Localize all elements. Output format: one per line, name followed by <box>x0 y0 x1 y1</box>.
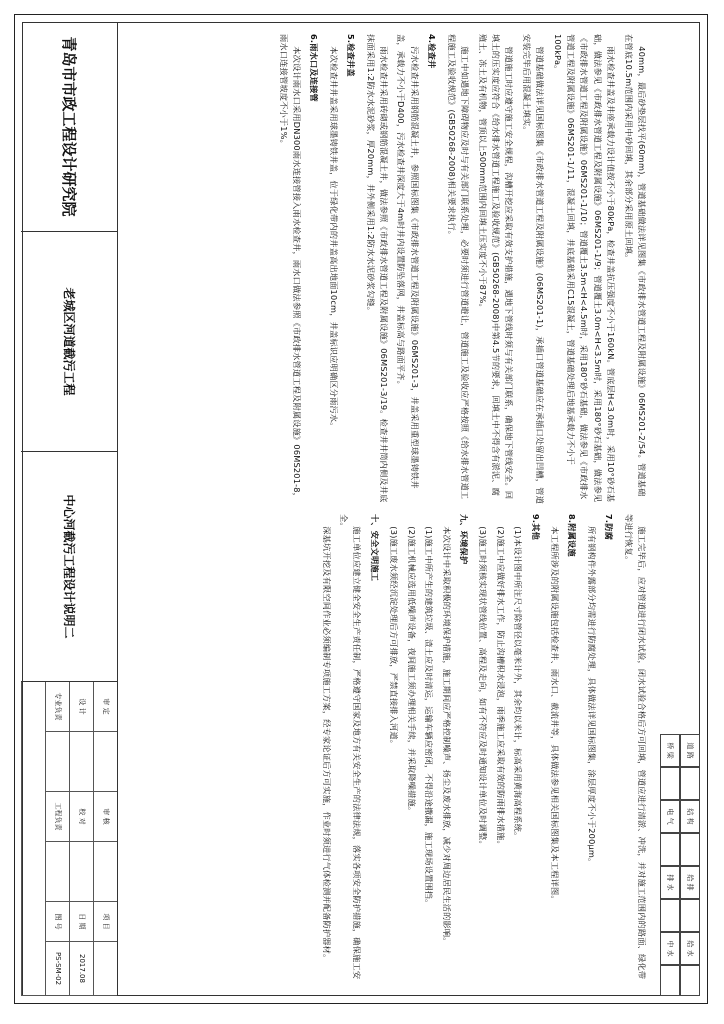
approval-label: 审 核 <box>93 792 117 842</box>
sig-cell: 电 气 <box>660 800 680 833</box>
sig-blank <box>680 833 700 866</box>
note-paragraph: (3)施工时须核实现状管线位置、高程及走向，如有不符应及时通知设计单位及时调整。 <box>478 526 489 849</box>
approval-blank <box>45 732 69 792</box>
section-heading: 8.附属设施 <box>567 514 578 557</box>
drawing-title: 中心河截污工程设计说明二 <box>21 452 117 682</box>
note-paragraph: (1)施工中所产生的建筑垃圾、渣土应及时清运，运输车辆应密闭，不得沿途撒漏，施工现场设置围挡。 <box>424 526 435 908</box>
sig-blank <box>680 899 700 932</box>
section-heading: 9.其他 <box>530 514 541 540</box>
sig-cell: 排 水 <box>660 866 680 899</box>
section-heading: 九、环境保护 <box>458 514 469 565</box>
drawing-sheet <box>14 14 708 1004</box>
approval-label: 设 计 <box>69 682 93 732</box>
approval-label: 图 号 <box>45 902 69 942</box>
sig-cell: 中 水 <box>660 932 680 965</box>
approval-blank <box>93 842 117 902</box>
approval-blank <box>69 842 93 902</box>
notes-column-right <box>315 514 648 984</box>
approval-label: 日 期 <box>69 902 93 942</box>
note-paragraph: 所有钢构件外露部分均需进行防腐处理，具体做法详见国标图集，涂层厚度不小于200μm。 <box>586 526 597 867</box>
note-paragraph: 本次检查井井盖采用球墨铸铁井盖，位于绿化带内的井盖高出地面10cm，井盖标识应明确区分雨污水。 <box>328 46 339 431</box>
approval-label: 工程负责 <box>45 792 69 842</box>
note-paragraph: 施工中如遇地下障碍物应及时与有关部门联系处理，必要时须进行管道避让，管道施工及验收应严格按照《给水排水管道工程施工及验收规范》(GB50268-2008)相关要求执行。 <box>446 34 471 500</box>
approval-label: 校 对 <box>69 792 93 842</box>
note-paragraph: 施工完毕后，应对管道进行闭水试验，闭水试验合格后方可回填，管道应进行清淤、冲洗，并对施工范围内的路面、绿化带等进行恢复。 <box>623 514 647 980</box>
note-paragraph: 本次设计雨水口采用DN300雨水连接管接入雨水检查井，雨水口做法参照《市政排水管道工程及附属设施》06MS201-8，雨水口连接管坡度不小于1%。 <box>278 34 303 502</box>
drawing-number: PS-SM-02 <box>45 942 69 996</box>
sig-blank <box>660 965 680 996</box>
note-paragraph: 本工程所涉及的附属设施包括检查井、雨水口、截流井等，具体做法参见相关国标图集及本工程详图。 <box>549 526 560 904</box>
note-paragraph: 40mm，最后砂垫层找平(60mm)，管道基础做法详见图集《市政排水管道工程及附属设施》06MS201-2/54。管道基础在管底10.5m范围内采用中砂回填，其余部分采用原土回填。 <box>623 34 647 497</box>
sig-cell: 结 构 <box>680 800 700 833</box>
section-heading: 4.检查井 <box>427 34 438 69</box>
approval-blank <box>69 732 93 792</box>
section-heading: 6.雨水口及连接管 <box>309 34 320 102</box>
note-paragraph: (2)施工中应做好排水工作，防止沟槽积水浸泡，雨季施工应采取有效的防雨排水措施。 <box>495 526 506 849</box>
approval-blank <box>93 942 117 996</box>
approval-blank <box>45 842 69 902</box>
approval-grid <box>21 682 117 996</box>
approval-blank <box>93 732 117 792</box>
section-heading: 7.防腐 <box>604 514 615 540</box>
note-paragraph: 管道基础做法详见国标图集《市政排水管道工程及附属设施》(06MS201-1)，承插口管道基础应在承插口处留出凹槽，管道安装完毕后用混凝土填实。 <box>521 34 546 504</box>
notes-column-left <box>272 34 648 504</box>
project-name: 老城区河道截污工程 <box>21 232 117 452</box>
note-paragraph: 雨水检查井采用砖砌或钢筋混凝土井，做法参照《市政排水管道工程及附属设施》06MS201-3/19。检查井井筒内侧及井底抹面采用1:2防水水泥砂浆，厚20mm，井外侧采用1:2防水水泥砂浆勾缝。 <box>365 34 390 503</box>
note-paragraph: 污水检查井采用钢筋混凝土井，参照国标图集《市政排水管道工程及附属设施》06MS201-3，井盖采用重型球墨铸铁井盖，承载力不小于D400，污水检查井深度大于4m时井内设置防坠落网，井盖标高与路面平齐。 <box>396 34 420 489</box>
note-paragraph: 本次设计中采取积极的环境保护措施，施工期间应严格控制噪声、扬尘及废水排放，减少对周边居民生活的影响。 <box>441 526 452 946</box>
note-paragraph: 深基坑开挖及有限空间作业必须编制专项施工方案，经专家论证后方可实施，作业时须进行气体检测并配备防护器材。 <box>321 526 332 963</box>
approval-blank <box>21 682 45 996</box>
note-paragraph: (3)施工废水须经沉淀处理后方可排放，严禁直接排入河道。 <box>389 526 400 749</box>
sig-blank <box>680 767 700 800</box>
sig-cell: 道 路 <box>680 734 700 767</box>
sig-cell: 给 水 <box>680 932 700 965</box>
sig-blank <box>660 899 680 932</box>
title-block <box>21 22 118 996</box>
approval-label: 项 目 <box>93 902 117 942</box>
signature-table <box>660 734 700 996</box>
sig-cell: 桥 梁 <box>660 734 680 767</box>
approval-label: 审 定 <box>93 682 117 732</box>
note-paragraph: 管道施工时应遵守施工安全规程，沟槽开挖应采取有效支护措施，遇地下管线时须与有关部门联系，确保地下管线安全。回填土的压实度应符合《给水排水管道工程施工及验收规范》(GB50268-2008)中第4.5节的要求，回填土中不得含有淤泥、腐殖土、冻土及有机物，管顶以上500mm范围内回填土压实度不小于87%。 <box>477 34 515 500</box>
section-heading: 十、安全文明施工 <box>369 514 380 582</box>
sig-blank <box>680 965 700 996</box>
note-paragraph: 雨水检查井盖及井座承载力设计值按不小于80kPa，检查井盖抗压强度不小于160kN。管底层H<3.0m时，采用10°砂石基础，做法参见《市政排水管道工程及附属设施》06MS201-1/9；管道覆土3.0m<H<3.5m时，采用180°砂石基础，做法参见《市政排水管道工程及附属设施》06MS201-1/10；管道覆土3.5m<H<4.5m时，采用180°砂石基础，做法参见《市政排水管道工程及附属设施》06MS201-1/11，混凝土回填，井底基础采用C15混凝土，管道基础处理后地基承载力不小于100kPa。 <box>552 34 617 503</box>
institute-name: 青岛市市政工程设计研究院 <box>21 22 117 232</box>
note-paragraph: (1)本设计图中所注尺寸除管径以毫米计外，其余均以米计，标高采用黄海高程系统。 <box>513 526 524 841</box>
section-heading: 5.检查井盖 <box>346 34 357 77</box>
approval-label: 专业负责 <box>45 682 69 732</box>
sig-blank <box>660 767 680 800</box>
sig-cell: 给 排 <box>680 866 700 899</box>
note-paragraph: 施工单位应建立健全安全生产责任制，严格遵守国家及地方有关安全生产的法律法规，落实各项安全防护措施，确保施工安全。 <box>339 514 363 980</box>
drawing-date: 2017.08 <box>69 942 93 996</box>
sig-blank <box>660 833 680 866</box>
note-paragraph: (2)施工机械应选用低噪声设备，夜间施工须办理相关手续，并采取降噪措施。 <box>406 526 417 816</box>
